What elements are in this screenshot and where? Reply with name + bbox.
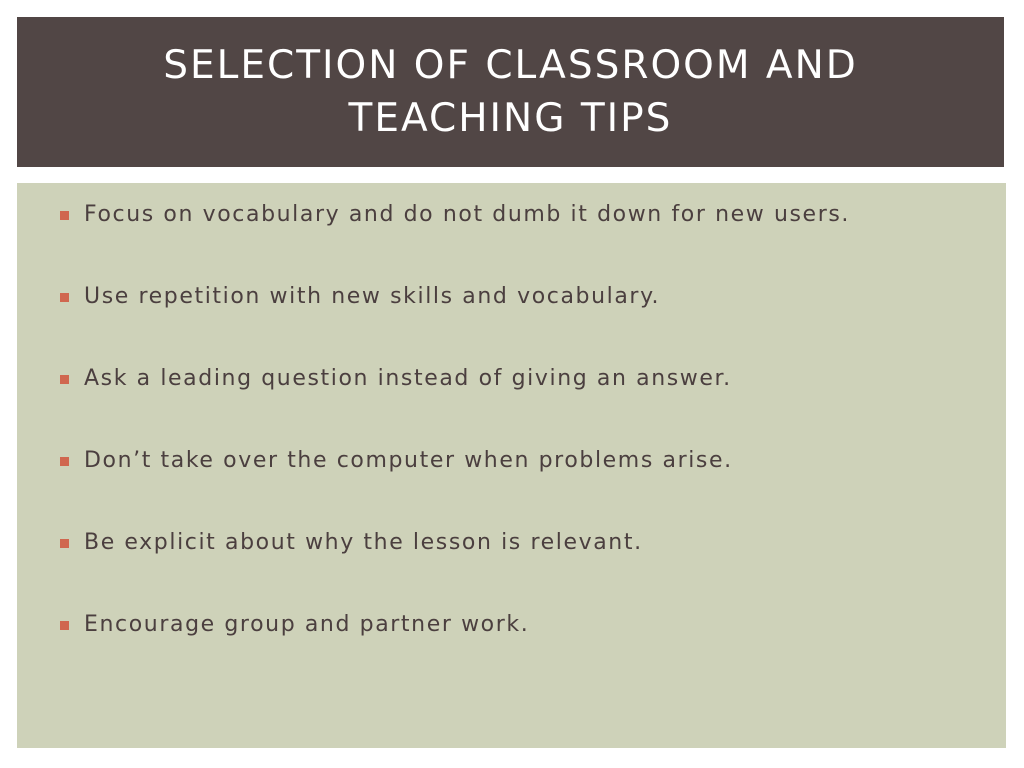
title-bar bbox=[17, 17, 1004, 167]
bullet-text: Focus on vocabulary and do not dumb it down for new users. bbox=[84, 202, 850, 227]
square-bullet-icon bbox=[60, 457, 69, 466]
bullet-text: Be explicit about why the lesson is relevant. bbox=[84, 530, 643, 555]
square-bullet-icon bbox=[60, 375, 69, 384]
bullet-item bbox=[60, 610, 990, 692]
bullet-item bbox=[60, 200, 990, 282]
bullet-text: Use repetition with new skills and vocabulary. bbox=[84, 284, 661, 309]
slide-title: SELECTION OF CLASSROOM AND TEACHING TIPS bbox=[163, 43, 858, 141]
square-bullet-icon bbox=[60, 293, 69, 302]
bullet-item bbox=[60, 446, 990, 528]
bullet-item bbox=[60, 528, 990, 610]
bullet-text: Ask a leading question instead of giving an answer. bbox=[84, 366, 732, 391]
bullet-item bbox=[60, 364, 990, 446]
bullet-text: Encourage group and partner work. bbox=[84, 612, 530, 637]
bullet-item bbox=[60, 282, 990, 364]
square-bullet-icon bbox=[60, 621, 69, 630]
content-panel bbox=[17, 183, 1006, 748]
square-bullet-icon bbox=[60, 539, 69, 548]
bullet-text: Don’t take over the computer when problems arise. bbox=[84, 448, 733, 473]
square-bullet-icon bbox=[60, 211, 69, 220]
bullet-list bbox=[60, 200, 990, 692]
